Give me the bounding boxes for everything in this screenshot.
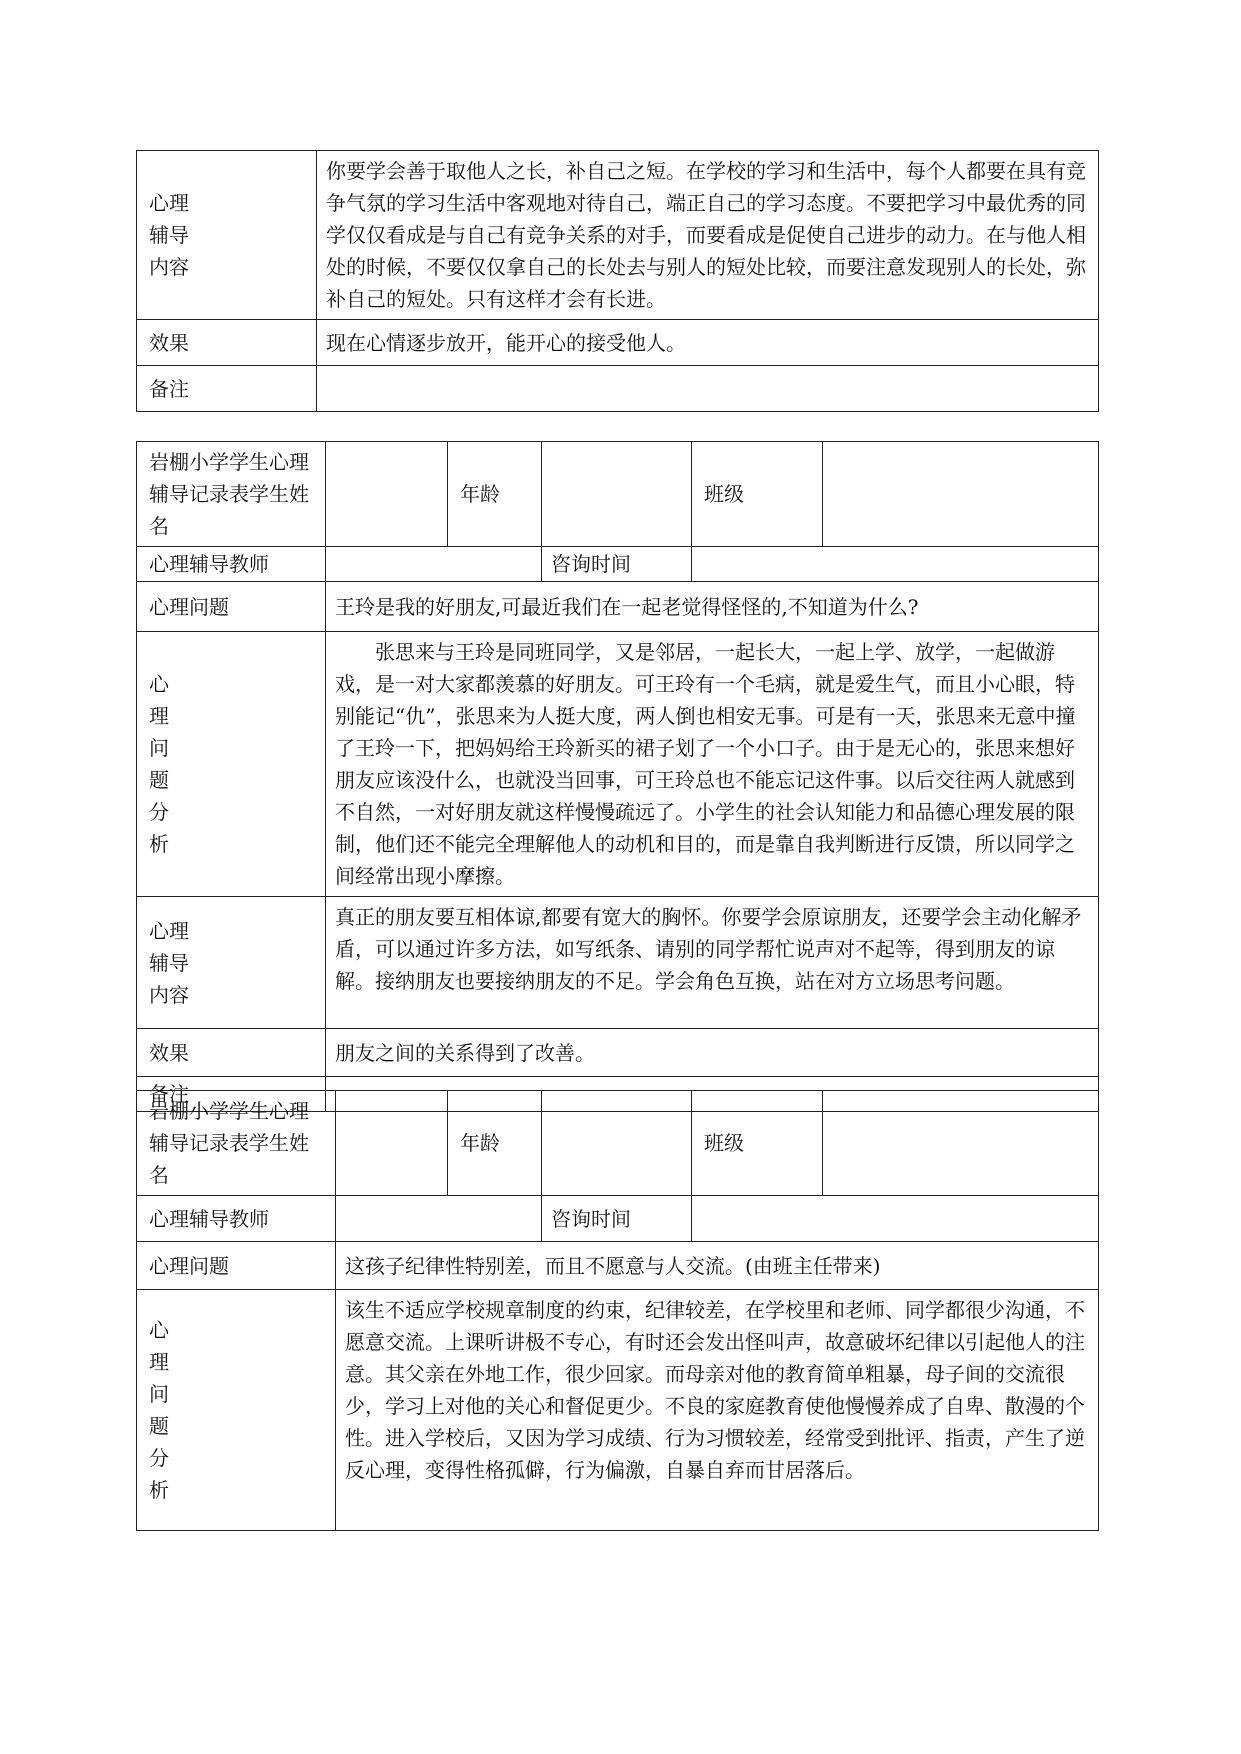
teacher-label: 心理辅导教师	[137, 1196, 336, 1242]
guidance-label: 辅导	[149, 950, 189, 975]
problem-text: 这孩子纪律性特别差，而且不愿意与人交流。(由班主任带来)	[336, 1242, 1099, 1290]
teacher-value	[326, 547, 542, 582]
record-table-3	[136, 1090, 1099, 1531]
header-row	[137, 1091, 1099, 1196]
guidance-row	[137, 151, 1099, 320]
guidance-text: 你要学会善于取他人之长，补自己之短。在学校的学习和生活中，每个人都要在具有竞争气氛的学习生活中客观地对待自己，端正自己的学习态度。不要把学习中最优秀的同学仅仅看成是与自己有竞争关系的对手，而要看成是促使自己进步的动力。在与他人相处的时候，不要仅仅拿自己的长处去与别人的短处比较，而要注意发现别人的长处，弥补自己的短处。只有这样才会有长进。	[317, 151, 1099, 320]
header-row	[137, 442, 1099, 547]
guidance-label: 心理	[149, 191, 189, 215]
effect-label: 效果	[137, 320, 317, 366]
analysis-label-cell	[137, 632, 326, 897]
effect-text: 现在心情逐步放开，能开心的接受他人。	[317, 320, 1099, 366]
student-name-label: 岩棚小学学生心理辅导记录表学生姓名	[137, 1091, 336, 1196]
analysis-label: 问	[149, 1382, 169, 1406]
analysis-row	[137, 1290, 1099, 1531]
guidance-label: 心理	[149, 918, 189, 943]
analysis-label: 析	[149, 832, 169, 856]
record-table-1	[136, 150, 1099, 412]
analysis-label: 题	[149, 1414, 169, 1438]
effect-label: 效果	[137, 1029, 326, 1077]
class-value	[823, 1091, 1099, 1196]
guidance-text: 真正的朋友要互相体谅,都要有宽大的胸怀。你要学会原谅朋友，还要学会主动化解矛盾，可以通过许多方法，如写纸条、请别的同学帮忙说声对不起等，得到朋友的谅解。接纳朋友也要接纳朋友的不足。学会角色互换，站在对方立场思考问题。	[326, 897, 1099, 1029]
note-label: 备注	[137, 1077, 326, 1112]
note-label: 备注	[137, 366, 317, 412]
guidance-label: 内容	[149, 982, 189, 1007]
analysis-text: 张思来与王玲是同班同学，又是邻居，一起长大，一起上学、放学，一起做游戏，是一对大家都羡慕的好朋友。可王玲有一个毛病，就是爱生气，而且小心眼，特别能记“仇”，张思来为人挺大度，两人倒也相安无事。可是有一天，张思来无意中撞了王玲一下，把妈妈给王玲新买的裙子划了一个小口子。由于是无心的，张思来想好朋友应该没什么，也就没当回事，可王玲总也不能忘记这件事。以后交往两人就感到不自然，一对好朋友就这样慢慢疏远了。小学生的社会认知能力和品德心理发展的限制，他们还不能完全理解他人的动机和目的，而是靠自我判断进行反馈，所以同学之间经常出现小摩擦。	[326, 632, 1099, 897]
teacher-row	[137, 1196, 1099, 1242]
problem-label: 心理问题	[137, 582, 326, 632]
time-value	[692, 547, 1099, 582]
teacher-row	[137, 547, 1099, 582]
teacher-value	[336, 1196, 542, 1242]
guidance-row	[137, 897, 1099, 1029]
analysis-row	[137, 632, 1099, 897]
class-label: 班级	[692, 442, 823, 547]
age-value	[542, 442, 692, 547]
analysis-text: 该生不适应学校规章制度的约束，纪律较差，在学校里和老师、同学都很少沟通，不愿意交流。上课听讲极不专心，有时还会发出怪叫声，故意破坏纪律以引起他人的注意。其父亲在外地工作，很少回家。而母亲对他的教育简单粗暴，母子间的交流很少，学习上对他的关心和督促更少。不良的家庭教育使他慢慢养成了自卑、散漫的个性。进入学校后，又因为学习成绩、行为习惯较差，经常受到批评、指责，产生了逆反心理，变得性格孤僻，行为偏激，自暴自弃而甘居落后。	[336, 1290, 1099, 1531]
record-table-2	[136, 441, 1099, 1112]
age-label: 年龄	[448, 442, 542, 547]
problem-label: 心理问题	[137, 1242, 336, 1290]
analysis-label: 分	[149, 800, 169, 824]
problem-row	[137, 1242, 1099, 1290]
problem-text: 王玲是我的好朋友,可最近我们在一起老觉得怪怪的,不知道为什么?	[326, 582, 1099, 632]
class-label: 班级	[692, 1091, 823, 1196]
analysis-label: 题	[149, 768, 169, 792]
effect-text: 朋友之间的关系得到了改善。	[326, 1029, 1099, 1077]
problem-row	[137, 582, 1099, 632]
analysis-label: 心	[149, 1318, 169, 1342]
note-row	[137, 366, 1099, 412]
analysis-label: 心	[149, 672, 169, 696]
age-label: 年龄	[448, 1091, 542, 1196]
student-name-value	[336, 1091, 448, 1196]
time-label: 咨询时间	[542, 1196, 692, 1242]
guidance-label-cell	[137, 897, 326, 1029]
time-label: 咨询时间	[542, 547, 692, 582]
guidance-label: 辅导	[149, 223, 189, 247]
note-text	[317, 366, 1099, 412]
student-name-label: 岩棚小学学生心理辅导记录表学生姓名	[137, 442, 326, 547]
analysis-label: 问	[149, 736, 169, 760]
effect-row	[137, 320, 1099, 366]
guidance-label: 内容	[149, 255, 189, 279]
class-value	[823, 442, 1099, 547]
analysis-label: 理	[149, 1350, 169, 1374]
student-name-value	[326, 442, 448, 547]
guidance-label-cell	[137, 151, 317, 320]
analysis-label-cell	[137, 1290, 336, 1531]
time-value	[692, 1196, 1099, 1242]
analysis-label: 析	[149, 1478, 169, 1502]
age-value	[542, 1091, 692, 1196]
teacher-label: 心理辅导教师	[137, 547, 326, 582]
analysis-label: 分	[149, 1446, 169, 1470]
analysis-label: 理	[149, 704, 169, 728]
effect-row	[137, 1029, 1099, 1077]
